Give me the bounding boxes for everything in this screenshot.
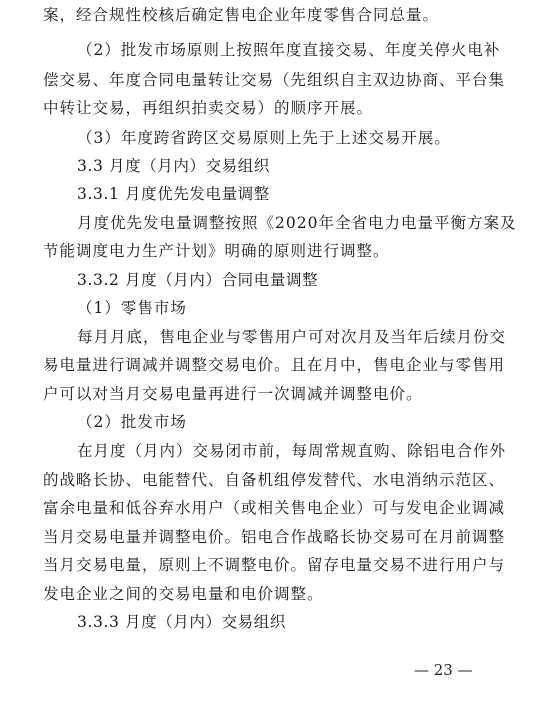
subsection-heading: 3.3.1 月度优先发电量调整 [77, 185, 270, 203]
paragraph-line: 偿交易、年度合同电量转让交易（先组织自主双边协商、平台集 [43, 71, 506, 89]
subsection-heading: 3.3.2 月度（月内）合同电量调整 [77, 271, 319, 289]
paragraph-line: 当月交易电量并调整电价。铝电合作战略长协交易可在月前调整 [43, 528, 506, 546]
paragraph-line: 易电量进行调减并调整交易电价。且在月中，售电企业与零售用 [43, 356, 506, 374]
paragraph-line: 富余电量和低谷弃水用户（或相关售电企业）可与发电企业调减 [43, 499, 506, 517]
page-number: — 23 — [414, 661, 473, 679]
paragraph-line: 户可以对当月交易电量再进行一次调减并调整电价。 [43, 385, 423, 403]
item-heading: （2）批发市场 [77, 413, 187, 431]
paragraph-line: 节能调度电力生产计划》明确的原则进行调整。 [43, 242, 390, 260]
paragraph-line: 在月度（月内）交易闭市前，每周常规直购、除铝电合作外 [77, 442, 507, 460]
paragraph-line: 的战略长协、电能替代、自备机组停发替代、水电消纳示范区、 [43, 471, 506, 489]
paragraph-line: （2）批发市场原则上按照年度直接交易、年度关停火电补 [77, 41, 501, 59]
subsection-heading: 3.3.3 月度（月内）交易组织 [77, 613, 286, 631]
paragraph-line: （3）年度跨省跨区交易原则上先于上述交易开展。 [77, 129, 451, 147]
paragraph-line: 每月月底，售电企业与零售用户可对次月及当年后续月份交 [77, 328, 507, 346]
paragraph-line: 当月交易电量，原则上不调整电价。留存电量交易不进行用户与 [43, 556, 506, 574]
paragraph-line: 发电企业之间的交易电量和电价调整。 [43, 585, 324, 603]
paragraph-line: 案，经合规性校核后确定售电企业年度零售合同总量。 [43, 6, 440, 24]
paragraph-line: 中转让交易，再组织拍卖交易）的顺序开展。 [43, 99, 374, 117]
item-heading: （1）零售市场 [77, 299, 187, 317]
section-heading: 3.3 月度（月内）交易组织 [77, 157, 270, 175]
paragraph-line: 月度优先发电量调整按照《2020年全省电力电量平衡方案及 [77, 214, 517, 232]
